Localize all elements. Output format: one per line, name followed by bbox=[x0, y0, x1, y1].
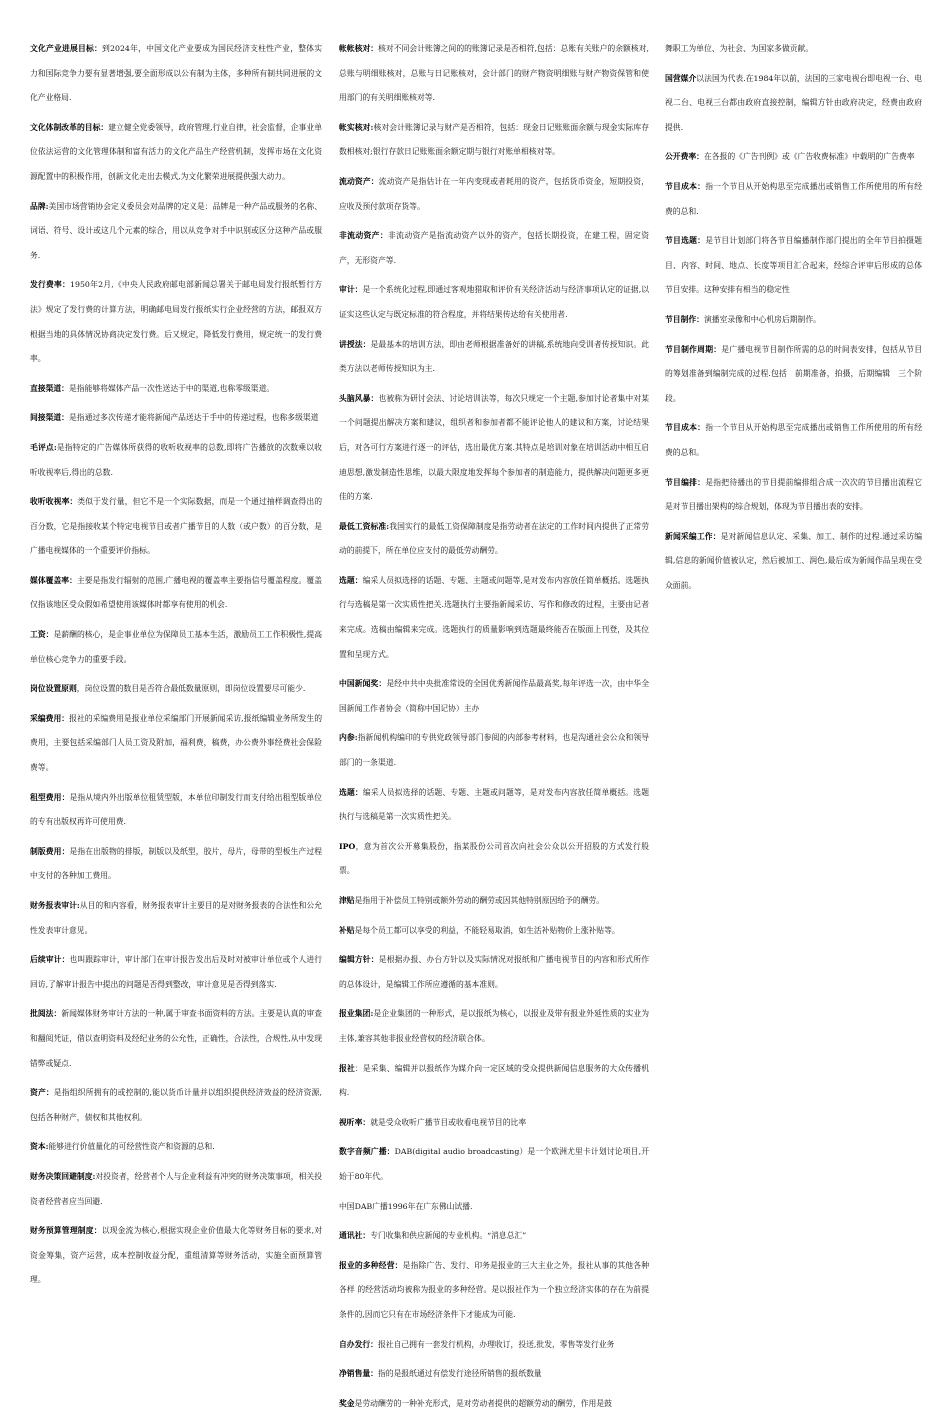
entry-term: 净销售量： bbox=[339, 1369, 378, 1379]
entry-definition: 编采人员拟选择的话题、专题、主题或问题等,是对发布内容放任简单概括。选题执行与选稿是第一次实质性把关.选题执行主要指新闻采访、写作和修改的过程，主要由记者来完成。选稿由编辑来完成。选题执行的质量影响到选题最终能否在版面上刊登，及其位置和呈现方式。 bbox=[339, 575, 649, 659]
entry-term: 节目选题： bbox=[665, 236, 706, 246]
entry-definition: 指的是报纸通过有偿发行途径所销售的报纸数量 bbox=[377, 1369, 542, 1379]
entry-definition: 是对新闻信息认定、采集、加工、制作的过程.通过采访编辑,信息的新闻价值被认定，然后被加工、润色,最后成为新闻作品呈现在受众面前。 bbox=[665, 531, 923, 590]
glossary-entry bbox=[665, 471, 922, 520]
glossary-entry bbox=[339, 948, 649, 997]
entry-term: 最低工资标准: bbox=[339, 521, 390, 531]
entry-term: 编辑方针： bbox=[339, 955, 379, 965]
entry-term: 财务预算管理制度： bbox=[30, 1226, 102, 1236]
glossary-entry bbox=[339, 569, 649, 667]
entry-definition: 核对会计账簿记录与财产是否相符，包括：现金日记账账面余额与现金实际库存数相核对;银行存款日记账账面余额定期与银行对账单相核对等。 bbox=[339, 122, 649, 157]
entry-definition: 是指通过多次传递才能将新闻产品送达于手中的传递过程，也称多级渠道 bbox=[68, 413, 319, 423]
glossary-entry bbox=[665, 67, 922, 141]
entry-definition: 是指组织所拥有的或控制的,能以货币计量并以组织提供经济效益的经济资源,包括各种财产，债权和其他权利。 bbox=[30, 1088, 322, 1122]
column-2 bbox=[339, 37, 649, 1421]
entry-term: 新闻采编工作： bbox=[665, 531, 721, 541]
entry-definition: 编采人员拟选择的话题、专题、主题或问题等，是对发布内容放任简单概括。选题执行与选稿是第一次实质性把关。 bbox=[339, 787, 649, 822]
glossary-entry bbox=[339, 1392, 649, 1417]
entry-definition: 主要是指发行辐射的范围,广播电视的覆盖率主要指信号覆盖程度。覆盖仅指该地区受众假如希望使用该媒体时都享有使用的机会. bbox=[30, 575, 322, 610]
entry-definition: 以现金流为核心,根据实现企业价值最大化等财务目标的要求,对资金筹集，资产运营，成本控制收益分配，重组清算等财务活动，实施全面预算管理。 bbox=[30, 1226, 322, 1285]
entry-term: 报业集团: bbox=[339, 1009, 374, 1019]
entry-definition: ，岗位设置的数目是否符合最低数量原则，即岗位设置要尽可能少. bbox=[76, 684, 306, 694]
glossary-entry bbox=[339, 333, 649, 382]
entry-term: 讲授法： bbox=[339, 339, 371, 349]
entry-term: 审计： bbox=[339, 285, 363, 295]
entry-term: 节目制作周期： bbox=[665, 344, 722, 354]
glossary-entry bbox=[339, 919, 649, 944]
glossary-entry bbox=[30, 273, 322, 371]
entry-term: 帐实核对: bbox=[339, 122, 374, 132]
glossary-entry bbox=[30, 894, 322, 943]
entry-term: 资产： bbox=[30, 1088, 54, 1098]
glossary-entry bbox=[339, 1333, 649, 1358]
entry-term: 节目编排： bbox=[665, 477, 706, 487]
entry-term: 节目成本： bbox=[665, 181, 706, 191]
entry-definition: 是经中共中央批准常设的全国优秀新闻作品最高奖,每年评选一次，由中华全国新闻工作者协会（简称中国记协）主办 bbox=[339, 679, 649, 713]
entry-definition: 是指用于补偿员工特别或额外劳动的酬劳或因其他特别原因给予的酬劳。 bbox=[354, 896, 605, 905]
entry-definition: 非流动资产是指流动资产以外的资产，包括长期投资，在建工程，固定资产，无形资产等. bbox=[339, 231, 650, 265]
entry-definition: 指新闻机构编印的专供党政领导部门参阅的内部参考材料，也是沟通社会公众和领导部门的一条渠道. bbox=[339, 733, 649, 768]
entry-term: 工资： bbox=[30, 630, 54, 640]
entry-term: 文化体制改革的目标： bbox=[30, 122, 109, 132]
entry-definition: DAB(digital audio broadcasting）是一个欧洲尤里卡计划讨论项目,开始于80年代。 bbox=[339, 1147, 650, 1181]
entry-term: 节目成本： bbox=[665, 423, 706, 433]
entry-definition: 报社的采编费用是报业单位采编部门开展新闻采访,报纸编辑业务所发生的费用，主要包括采编部门人员工资及附加，福利费，稿费，办公费外事经费社会保险费等。 bbox=[30, 713, 322, 773]
entry-term: 非流动资产： bbox=[339, 231, 389, 241]
glossary-entry bbox=[30, 569, 322, 618]
entry-definition: ：是采集、编辑并以报纸作为媒介向一定区域的受众提供新闻信息服务的大众传播机构. bbox=[339, 1063, 649, 1098]
entry-definition: 演播室录像和中心机房后期制作。 bbox=[703, 314, 821, 324]
glossary-entry bbox=[30, 490, 322, 564]
glossary-entry bbox=[30, 1135, 322, 1160]
glossary-entry bbox=[339, 116, 649, 165]
entry-term: 岗位设置原则 bbox=[30, 684, 77, 694]
glossary-entry bbox=[30, 623, 322, 672]
entry-definition: 是一个系统化过程,即通过客观地猎取和评价有关经济活动与经济事项认定的证据,以证实这些认定与既定标准的符合程度，并将结果传达给有关使用者. bbox=[339, 285, 650, 319]
entry-definition: 是企业集团的一种形式，是以报纸为核心，以报业及带有报业外延性质的实业为主体,兼容其他非报业经营权的经济联合体。 bbox=[339, 1009, 649, 1043]
glossary-entry bbox=[30, 195, 322, 269]
entry-definition: 是指能够将媒体产品一次性送达于中的渠道,也称零级渠道。 bbox=[68, 383, 275, 393]
entry-term: 自办发行： bbox=[339, 1339, 378, 1349]
entry-definition: 核对不同会计账簿之间的的账簿记录是否相符,包括：总账有关账户的余额核对,总账与明细账核对，总账与日记账核对，会计部门的财产物资明细账与财产物资保管和使用部门的有关明细账核对等. bbox=[339, 44, 649, 103]
entry-term: 帐帐核对： bbox=[339, 44, 379, 53]
entry-term: 毛评点: bbox=[30, 442, 57, 452]
glossary-entry bbox=[665, 525, 922, 599]
glossary-entry bbox=[30, 677, 322, 702]
entry-definition: 指一个节目从开始构思至完成播出或销售工作所使用的所有经费的总和. bbox=[665, 181, 923, 216]
entry-definition: 中国DAB广播1996年在广东佛山试播. bbox=[339, 1201, 473, 1211]
entry-definition: 类似于发行量，但它不是一个实际数据，而是一个通过抽样调查得出的百分数，它是指接收某个特定电视节目或者广播节目的人数（或户数）的百分数，是广播电视媒体的一个重要评价指标。 bbox=[30, 497, 323, 556]
entry-term: 津贴 bbox=[339, 896, 355, 905]
entry-term: 数字音频广播： bbox=[339, 1147, 395, 1157]
entry-term: 节目制作： bbox=[665, 314, 704, 324]
entry-term: 选题： bbox=[339, 575, 363, 585]
entry-term: 租型费用： bbox=[30, 792, 70, 802]
glossary-entry bbox=[339, 889, 649, 914]
glossary-entry bbox=[665, 416, 922, 465]
glossary-entry bbox=[339, 1195, 649, 1220]
entry-term: 财务决策回避制度: bbox=[30, 1171, 96, 1181]
entry-definition: 专门收集和供应新闻的专业机构。“消息总汇” bbox=[370, 1231, 527, 1241]
entry-definition: 美国市场营销协会定义委员会对品牌的定义是：品牌是一种产品或服务的名称、词语、符号、设计或这几个元素的综合，用以从竞争对手中识别或区分这种产品或服务. bbox=[30, 201, 322, 260]
glossary-entry bbox=[339, 1057, 649, 1106]
entry-term: 报业的多种经营： bbox=[339, 1260, 403, 1270]
glossary-entry bbox=[30, 116, 322, 190]
entry-term: 内参: bbox=[339, 733, 358, 743]
glossary-entry bbox=[339, 781, 649, 830]
glossary-entry bbox=[339, 1111, 649, 1136]
glossary-entry bbox=[339, 672, 649, 721]
entry-definition: 对投资者，经营者个人与企业利益有冲突的财务决策事项，相关投资者经营者应当回避. bbox=[30, 1171, 322, 1206]
entry-term: 后续审计： bbox=[30, 955, 70, 965]
glossary-entry bbox=[339, 37, 649, 111]
glossary-entry bbox=[30, 436, 322, 485]
glossary-entry bbox=[339, 1362, 649, 1387]
entry-definition: 是每个员工都可以享受的利益，不能轻易取消，如生活补贴物价上涨补贴等。 bbox=[354, 925, 620, 935]
entry-term: 财务报表审计: bbox=[30, 901, 80, 910]
entry-definition: 也被称为研讨会法、讨论培训法等，每次只规定一个主题,参加讨论者集中对某一个问题提出解决方案和建议，组织者和参加者都不能评论他人的建议和方案，讨论结果后，对各可行方案进行逐一的评估，选出最优方案.其特点是培训对象在培训活动中相互启迪思想,激发制造性思维，以最大限度地发挥每个参加者的制造能力，提供解决问题更多更佳的方案. bbox=[339, 393, 650, 502]
entry-term: IPO bbox=[339, 841, 356, 851]
entry-definition: 新闻媒体财务审计方法的一种,属于审查书面资料的方法。主要是认真的审查和翻阅凭证，借以查明资料及经纪业务的公允性，正确性，合法性，合规性,从中发现错弊或疑点. bbox=[30, 1009, 323, 1068]
glossary-entry bbox=[665, 338, 922, 412]
entry-definition: 是薪酬的核心，是企事业单位为保障员工基本生活，激励员工工作积极性,提高单位核心竞争力的重要手段。 bbox=[30, 630, 323, 664]
entry-term: 收听收视率： bbox=[30, 497, 78, 507]
entry-term: 公开费率： bbox=[665, 152, 704, 162]
glossary-entry bbox=[30, 786, 322, 835]
entry-term: 采编费用： bbox=[30, 713, 70, 723]
glossary-entry bbox=[30, 377, 322, 402]
glossary-entry bbox=[30, 948, 322, 997]
glossary-entry bbox=[339, 726, 649, 775]
entry-term: 媒体覆盖率： bbox=[30, 575, 77, 585]
entry-term: 间接渠道： bbox=[30, 413, 69, 423]
entry-definition: 能够进行价值量化的可经营性资产和资源的总和. bbox=[48, 1142, 215, 1152]
entry-definition: 是最基本的培训方法，即由老师根据准备好的讲稿,系统地向受训者传授知识。此类方法以老师传授知识为主. bbox=[339, 339, 649, 374]
entry-definition: 是指把待播出的节目提前编排组合成一次次的节目播出流程它是对节目播出架构的综合规划，体现为节目播出表的安排。 bbox=[665, 477, 923, 512]
entry-definition: 到2024年，中国文化产业要成为国民经济支柱性产业，整体实力和国际竞争力要有显著增强,要全面形成以公有制为主体，多种所有制共同进展的文化产业格局. bbox=[30, 44, 323, 103]
glossary-entry bbox=[339, 1002, 649, 1051]
entry-definition: 指一个节目从开始构思至完成播出或销售工作所使用的所有经费的总和。 bbox=[665, 423, 923, 457]
entry-definition: 报社自己拥有一套发行机构，办理收订，投送,批发，零售等发行业务 bbox=[377, 1339, 615, 1349]
entry-term: 通讯社： bbox=[339, 1231, 371, 1241]
entry-definition: 建立健全党委领导，政府管理,行业自律，社会监督，企事业单位依法运营的文化管理体制和富有活力的文化产品生产经营机制，发挥市场在文化资源配置中的积极作用，创新文化走出去模式,为文化繁荣进展提供强大动力。 bbox=[30, 122, 322, 181]
entry-term: 中国新闻奖： bbox=[339, 679, 387, 689]
entry-definition: 是指特定的广告媒体所获得的收听收视率的总数,即将广告播放的次数乘以收听收视率后,得出的总数. bbox=[30, 442, 322, 477]
entry-definition: 就是受众收听广播节目或收看电视节目的比率 bbox=[370, 1117, 527, 1127]
glossary-entry bbox=[339, 170, 649, 219]
glossary-entry bbox=[665, 145, 922, 170]
entry-definition: 也叫跟踪审计，审计部门在审计报告发出后及时对被审计单位或个人进行回访,了解审计报告中提出的问题是否得到整改，审计意见是否得到落实. bbox=[30, 955, 323, 989]
glossary-entry bbox=[30, 1165, 322, 1214]
glossary-entry bbox=[30, 840, 322, 889]
entry-definition: 是指在出版物的排版，制版以及纸型，胶片，母片，母带的型板生产过程中支付的各种加工费用。 bbox=[30, 846, 323, 881]
glossary-entry bbox=[339, 1254, 649, 1328]
entry-definition: 是劳动酬劳的一种补充形式，是对劳动者提供的超额劳动的酬劳，作用是鼓 bbox=[354, 1398, 612, 1408]
glossary-entry bbox=[339, 278, 649, 327]
entry-term: 选题： bbox=[339, 787, 363, 797]
glossary-entry bbox=[30, 1081, 322, 1130]
entry-definition: 是广播电视节目制作所需的总的时间表安排，包括从节目的筹划准备到编制完成的过程.包括 前期准备，拍摄，后期编辑 三个阶段。 bbox=[665, 344, 923, 403]
entry-term: 补贴 bbox=[339, 925, 355, 935]
entry-term: 国营媒介 bbox=[665, 73, 697, 83]
glossary-entry bbox=[339, 224, 649, 273]
entry-definition: 流动资产是指估计在一年内变现或者耗用的资产，包括货币资金，短期投资，应收及预付款项存货等。 bbox=[339, 176, 649, 211]
entry-term: 批阅法： bbox=[30, 1009, 62, 1019]
glossary-entry bbox=[30, 37, 322, 111]
entry-definition: 舞职工为单位、为社会、为国家多做贡献。 bbox=[665, 44, 814, 53]
glossary-entry bbox=[339, 515, 649, 564]
entry-term: 发行费率： bbox=[30, 280, 71, 290]
glossary-entry bbox=[30, 406, 322, 431]
glossary-entry bbox=[339, 387, 649, 510]
entry-term: 报社 bbox=[339, 1063, 355, 1073]
entry-definition: 从目的和内容看，财务报表审计主要目的是对财务报表的合法性和公允性发表审计意见。 bbox=[30, 901, 322, 935]
column-1 bbox=[30, 37, 322, 1298]
glossary-entry bbox=[339, 1224, 649, 1249]
glossary-entry bbox=[665, 308, 922, 333]
entry-definition: 是节目计划部门将各节目编播制作部门提出的全年节目拍摄题目、内容、时间、地点、长度等项目汇合起来，经综合评审后形成的总体节目安排。这种安排有相当的稳定性 bbox=[665, 236, 923, 295]
glossary-entry bbox=[30, 1002, 322, 1076]
glossary-entry bbox=[30, 1219, 322, 1293]
entry-definition: 以法国为代表.在1984年以前，法国的三家电视台即电视一台、电视二台、电视三台都由政府直接控制，编辑方针由政府决定，经费由政府提供. bbox=[665, 73, 923, 132]
entry-term: 资本: bbox=[30, 1142, 49, 1152]
entry-term: 制版费用： bbox=[30, 846, 70, 856]
entry-term: 流动资产： bbox=[339, 176, 379, 186]
entry-definition: 是指除广告、发行、印务是报业的三大主业之外，报社从事的其他各种各样 的经营活动均被称为报业的多种经营。是以报社作为一个独立经济实体的存在为前提条件的,因而它只有在市场经济条件下才能成为可能. bbox=[339, 1260, 649, 1319]
glossary-entry bbox=[339, 1140, 649, 1189]
entry-term: 直接渠道： bbox=[30, 383, 69, 393]
entry-term: 奖金 bbox=[339, 1398, 355, 1408]
entry-definition: 是根据办报、办台方针以及实际情况对报纸和广播电视节目的内容和形式所作的总体设计，是编辑工作所应遵循的基本准则。 bbox=[339, 955, 649, 989]
glossary-entry bbox=[665, 175, 922, 224]
entry-definition: 我国实行的最低工资保障制度是指劳动者在法定的工作时间内提供了正常劳动的前提下，所在单位应支付的最低劳动酬劳。 bbox=[339, 521, 649, 556]
glossary-entry bbox=[30, 707, 322, 781]
entry-term: 文化产业进展目标： bbox=[30, 44, 103, 53]
entry-term: 品牌: bbox=[30, 201, 49, 211]
glossary-entry bbox=[665, 229, 922, 303]
entry-definition: ，意为首次公开募集股份，指某股份公司首次向社会公众以公开招股的方式发行股票。 bbox=[339, 841, 649, 876]
entry-term: 视听率： bbox=[339, 1117, 371, 1127]
glossary-entry bbox=[339, 835, 649, 884]
entry-definition: 1950年2月,《中央人民政府邮电部新闻总署关于邮电局发行报纸暂行方法》规定了发行费的计算方法，明确邮电局发行报纸实行企业经营的方法，邮报双方根据当地的具体情况协商决定发行费。后又规定，降低发行费用，规定统一的发行费率。 bbox=[30, 280, 322, 364]
glossary-entry bbox=[665, 37, 922, 62]
entry-definition: 是指从境内外出版单位租赁型版，本单位印制发行而支付给出租型版单位的专有出版权再许可使用费. bbox=[30, 792, 323, 827]
entry-term: 头脑风暴： bbox=[339, 393, 379, 403]
column-3 bbox=[665, 37, 922, 603]
entry-definition: 在各报的《广告刊例》或《广告收费标准》中载明的广告费率 bbox=[703, 152, 915, 162]
